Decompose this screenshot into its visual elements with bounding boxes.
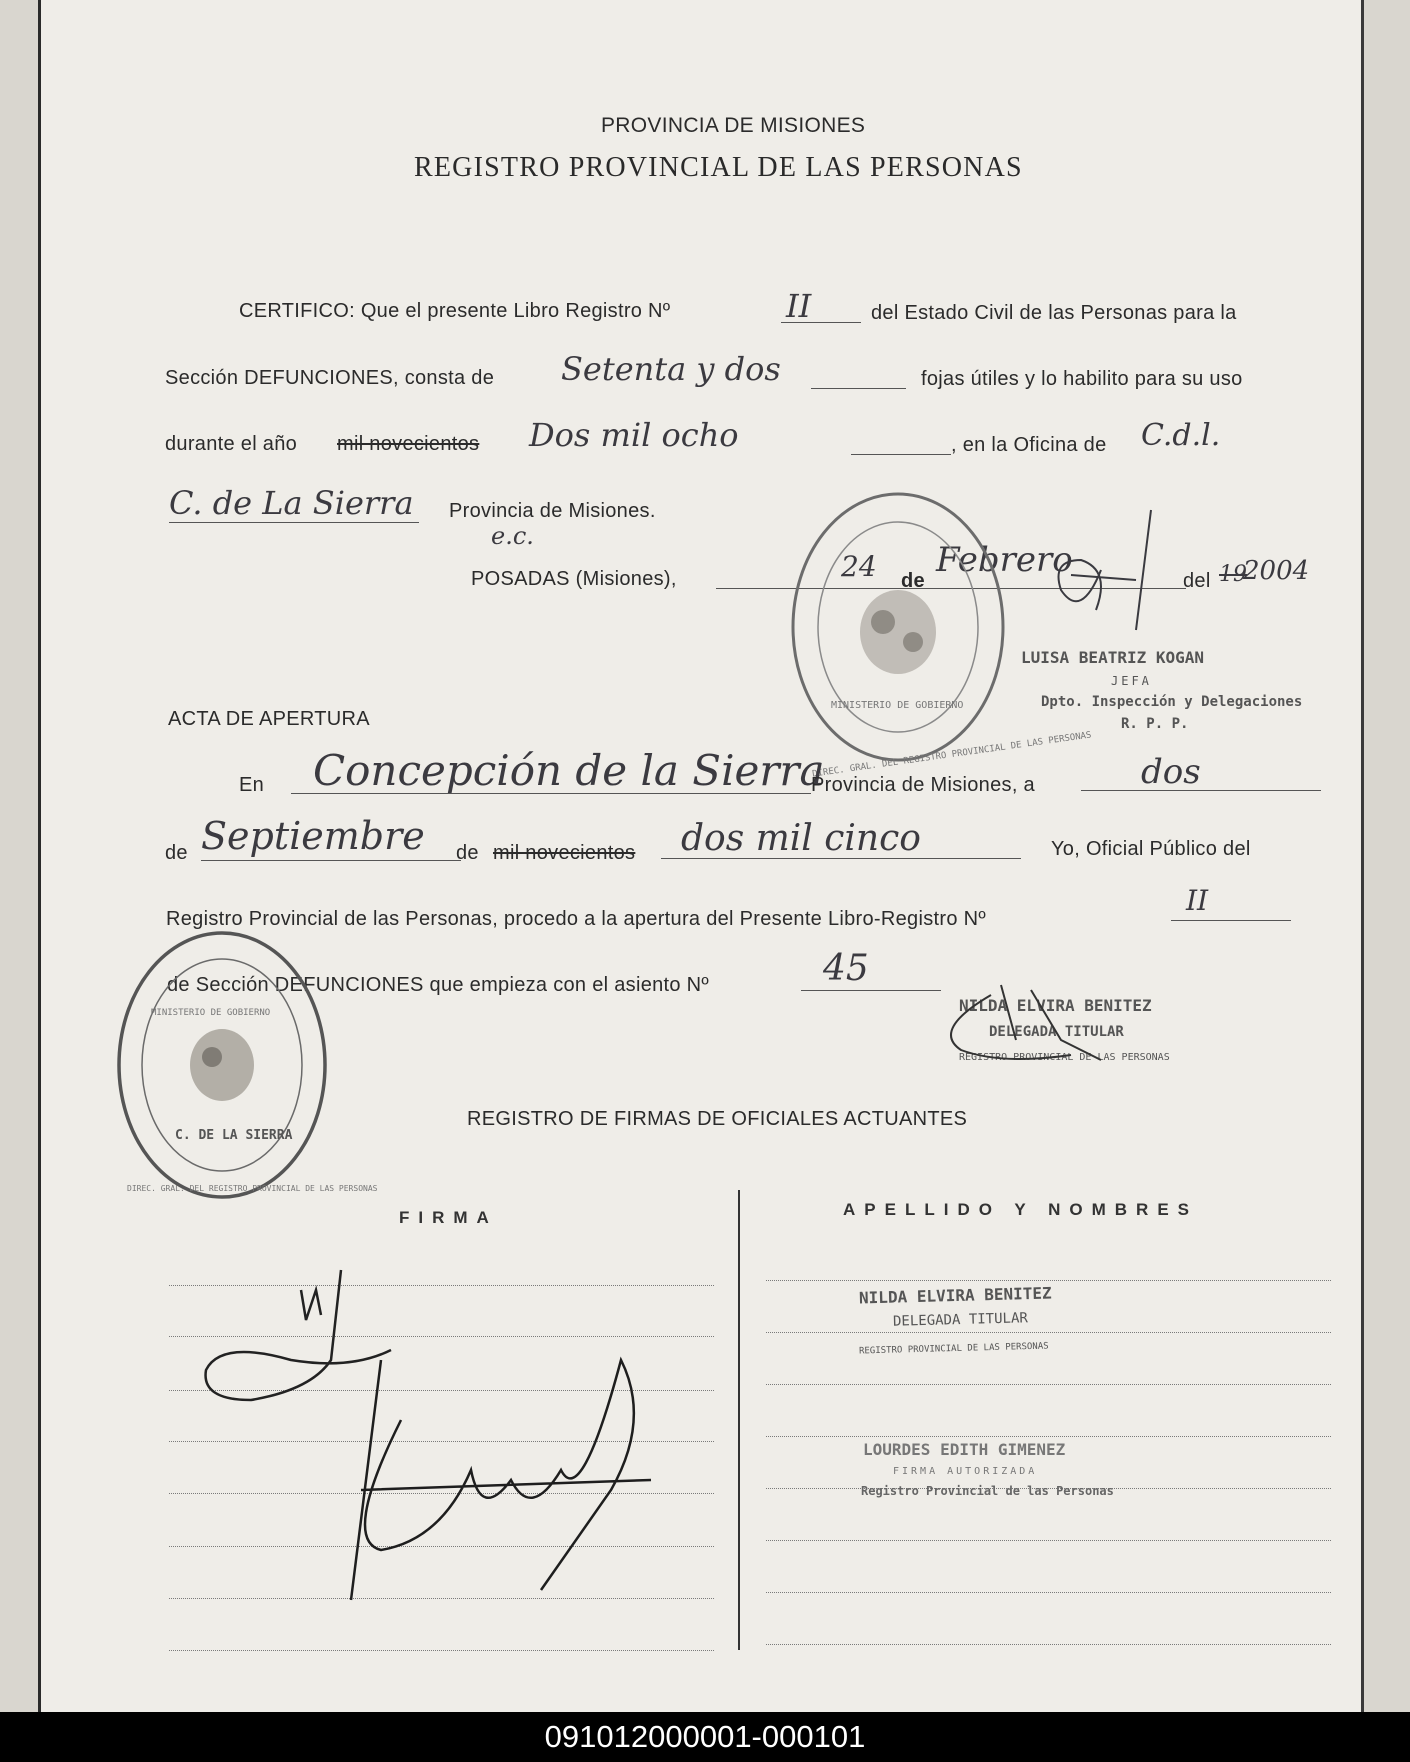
apertura-de-label: de	[165, 842, 188, 864]
document-code-bar	[0, 1712, 1410, 1762]
cert-year-date: 2004	[1243, 556, 1310, 586]
column-divider	[738, 1190, 740, 1650]
apertura-month-underline	[201, 860, 461, 861]
apertura-line4: de Sección DEFUNCIONES que empieza con el asiento Nº	[167, 974, 710, 996]
name-row	[766, 1592, 1331, 1593]
apertura-entry-underline	[801, 990, 941, 991]
signatures-title: REGISTRO DE FIRMAS DE OFICIALES ACTUANTES	[467, 1108, 968, 1130]
cert-line3-b: , en la Oficina de	[951, 434, 1107, 456]
apertura-line3: Registro Provincial de las Personas, procedo a la apertura del Presente Libro-Registro Nº	[166, 908, 986, 930]
stamp-left-bottom: C. DE LA SIERRA	[175, 1128, 293, 1143]
apertura-heading: ACTA DE APERTURA	[168, 708, 370, 730]
entry-1-name: NILDA ELVIRA BENITEZ	[858, 1283, 1052, 1308]
document-code: 091012000001-000101	[544, 1719, 866, 1754]
apertura-month-handwritten: Septiembre	[201, 814, 425, 858]
apertura-yo-text: Yo, Oficial Público del	[1051, 838, 1251, 860]
cert-office-handwritten-1: C.d.l.	[1141, 418, 1221, 453]
cert-de-label: de	[901, 570, 925, 592]
stamp-left-ring-text: DIREC. GRAL. DEL REGISTRO PROVINCIAL DE LAS PERSONAS	[127, 1184, 378, 1193]
entry-1-role: DELEGADA TITULAR	[892, 1310, 1029, 1330]
stamp-sig-org: REGISTRO PROVINCIAL DE LAS PERSONAS	[959, 1052, 1170, 1063]
entry-1-org: REGISTRO PROVINCIAL DE LAS PERSONAS	[858, 1341, 1049, 1357]
apertura-book-handwritten: II	[1186, 884, 1209, 917]
signature-middle	[921, 980, 1121, 1070]
stamp-top-role: JEFA	[1111, 674, 1152, 688]
apertura-de2-label: de	[456, 842, 479, 864]
stamp-top-name: LUISA BEATRIZ KOGAN	[1021, 648, 1205, 667]
signature-row	[169, 1650, 714, 1651]
entry-2-role: FIRMA AUTORIZADA	[893, 1466, 1038, 1477]
cert-book-number: II	[786, 287, 812, 325]
cert-month: Febrero	[936, 540, 1073, 580]
province-heading: PROVINCIA DE MISIONES	[601, 114, 866, 137]
apertura-entry-handwritten: 45	[823, 948, 869, 989]
cert-year-struck: 19	[1219, 562, 1247, 587]
apertura-province-text: Provincia de Misiones, a	[811, 774, 1035, 796]
cert-line1-a: CERTIFICO: Que el presente Libro Registro Nº	[239, 300, 671, 322]
entry-2-name: LOURDES EDITH GIMENEZ	[863, 1440, 1066, 1459]
cert-place-label: POSADAS (Misiones),	[471, 568, 677, 590]
cert-line3-a: durante el año	[165, 433, 298, 455]
cert-del-label: del	[1183, 570, 1211, 592]
name-row	[766, 1436, 1331, 1437]
apertura-place-underline	[291, 793, 811, 794]
cert-pages-handwritten: Setenta y dos	[561, 350, 781, 388]
cert-line3-struck: mil novecientos	[337, 433, 480, 455]
name-row	[766, 1384, 1331, 1385]
cert-line4-b: Provincia de Misiones.	[449, 500, 656, 522]
apertura-place-handwritten: Concepción de la Sierra	[313, 746, 825, 795]
apertura-book-underline	[1171, 920, 1291, 921]
name-row	[766, 1540, 1331, 1541]
cert-line1-b: del Estado Civil de las Personas para la	[871, 302, 1237, 324]
stamp-top-ring-text: DIREC. GRAL. DEL REGISTRO PROVINCIAL DE LAS PERSONAS	[811, 730, 1093, 780]
stamp-sig-name: NILDA ELVIRA BENITEZ	[959, 996, 1152, 1015]
cert-office-abbrev: e.c.	[491, 522, 534, 550]
stamp-sig-role: DELEGADA TITULAR	[989, 1024, 1124, 1040]
office-underline	[169, 522, 419, 523]
registry-heading: REGISTRO PROVINCIAL DE LAS PERSONAS	[414, 152, 1023, 183]
cert-day: 24	[841, 550, 877, 583]
official-seal-top	[783, 482, 1013, 772]
stamp-top-dept: Dpto. Inspección y Delegaciones	[1041, 694, 1303, 710]
cert-line2-a: Sección DEFUNCIONES, consta de	[165, 367, 495, 389]
entry-2-org: Registro Provincial de las Personas	[861, 1484, 1114, 1498]
stamp-top-org: R. P. P.	[1121, 716, 1189, 732]
pages-underline	[811, 388, 906, 389]
name-row	[766, 1644, 1331, 1645]
apertura-year-handwritten: dos mil cinco	[681, 818, 921, 859]
apertura-struck: mil novecientos	[493, 842, 636, 864]
apertura-year-underline	[661, 858, 1021, 859]
year-underline	[851, 454, 951, 455]
cert-office-handwritten-2: C. de La Sierra	[169, 484, 414, 522]
col-names-heading: APELLIDO Y NOMBRES	[843, 1200, 1199, 1219]
apertura-en-label: En	[239, 774, 265, 796]
signature-entry-2	[321, 1340, 681, 1620]
stamp-top-inner-text: MINISTERIO DE GOBIERNO	[831, 700, 964, 711]
apertura-day-handwritten: dos	[1141, 752, 1201, 792]
book-number-underline	[781, 322, 861, 323]
official-seal-left	[107, 925, 337, 1215]
name-row	[766, 1280, 1331, 1281]
stamp-left-inner-text: MINISTERIO DE GOBIERNO	[151, 1008, 271, 1018]
signature-top	[1041, 500, 1171, 640]
apertura-day-underline	[1081, 790, 1321, 791]
cert-year-handwritten: Dos mil ocho	[529, 416, 739, 454]
name-row	[766, 1332, 1331, 1333]
col-signature-heading: FIRMA	[399, 1208, 498, 1227]
cert-line2-b: fojas útiles y lo habilito para su uso	[921, 368, 1243, 390]
document-page	[38, 0, 1364, 1712]
